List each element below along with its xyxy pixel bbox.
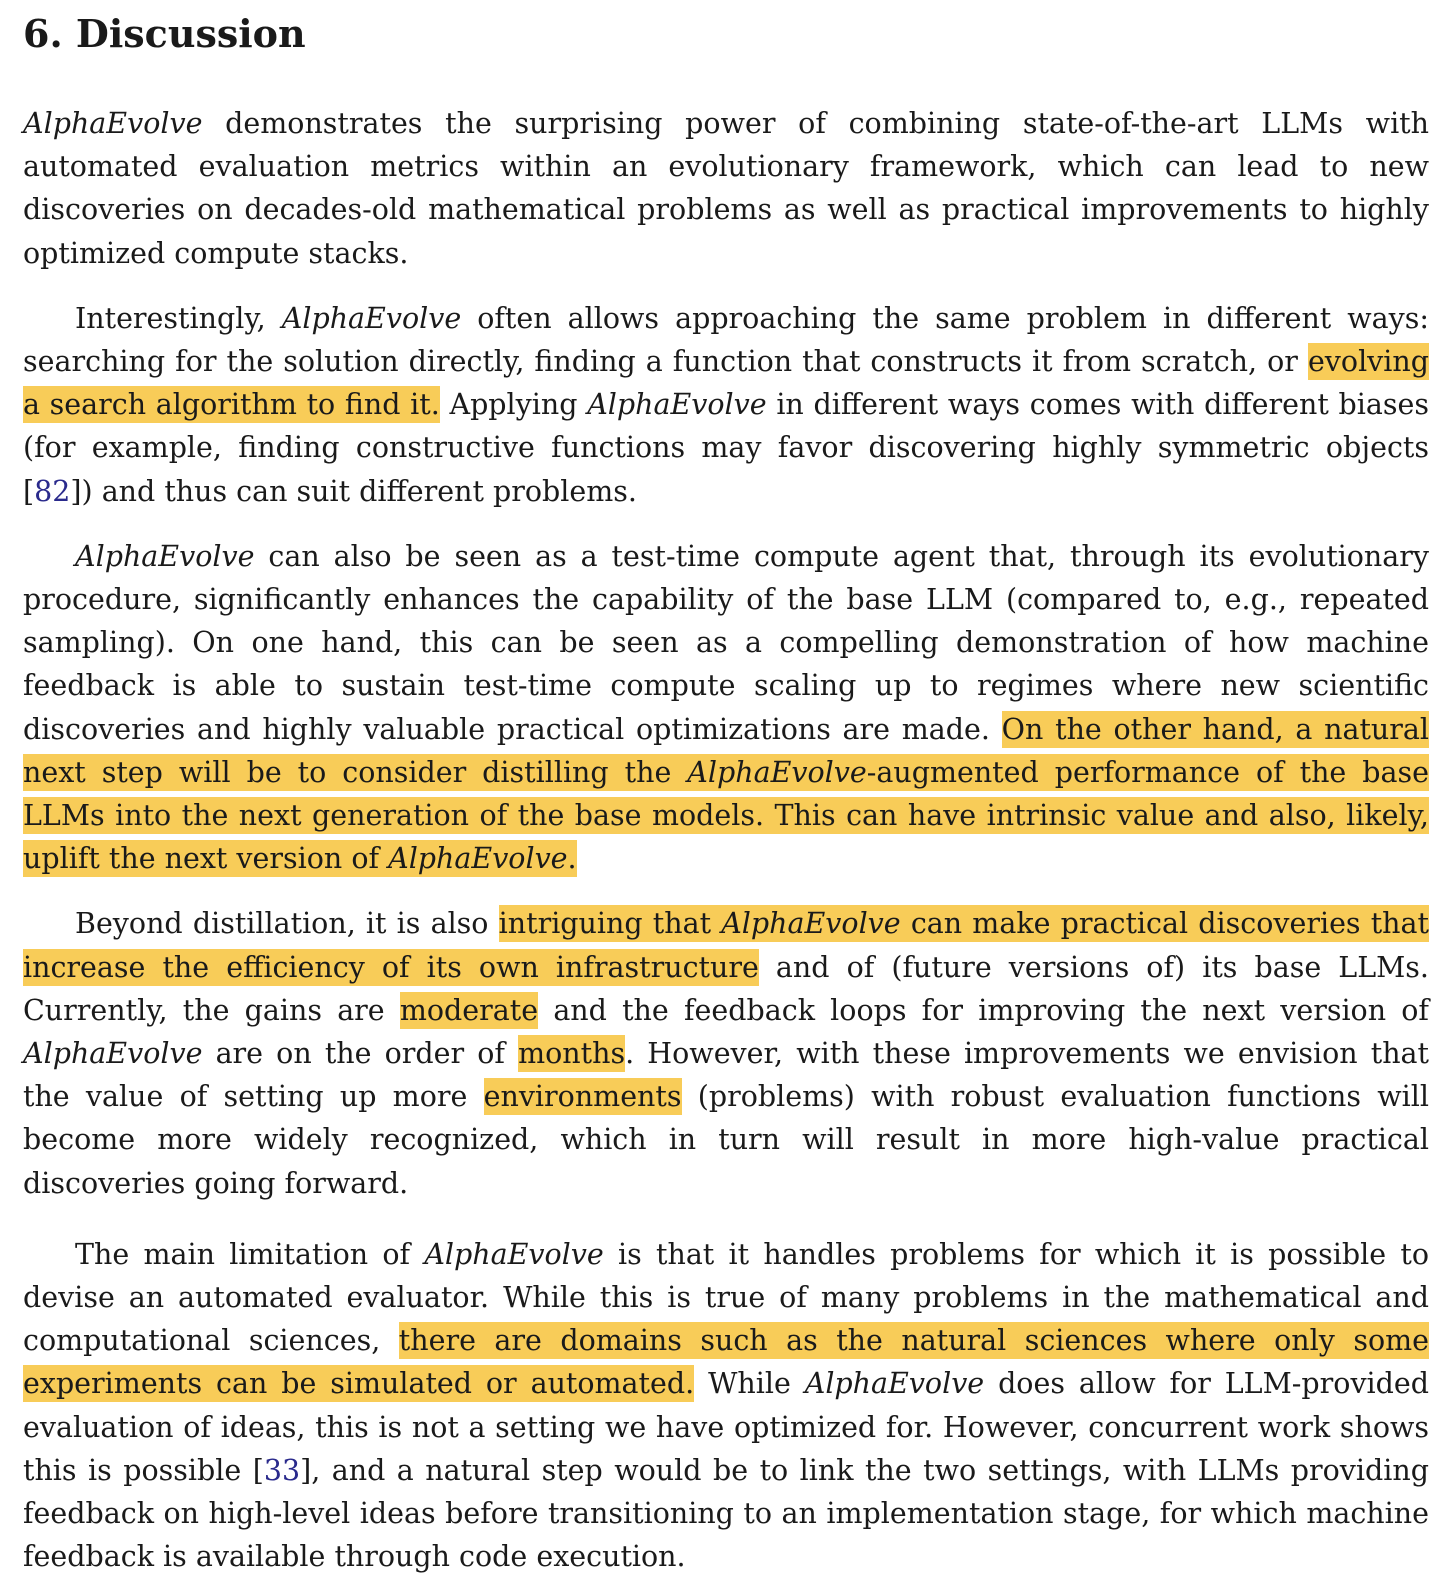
paper-page xyxy=(23,0,1429,1579)
system-name: AlphaEvolve xyxy=(804,1367,985,1401)
paragraph-4: Beyond distillation, it is also intriguing that AlphaEvolve can make practical discoveries that increase the efficiency of its own infrastructure and of (future versions of) its base LLMs. Currently, the gains are moderate and the feedback loops for improving the next version of AlphaEvolve are on the order of months. However, with these improvements we envision that the value of setting up more environments (problems) with robust evaluation functions will become more widely recognized, which in turn will result in more high-value practical discoveries going forward. xyxy=(23,907,1429,1200)
paragraph-1: AlphaEvolve demonstrates the surprising power of combining state-of-the-art LLMs with automated evaluation metrics within an evolutionary framework, which can lead to new discoveries on decades-old mathematical problems as well as practical improvements to highly optimized compute stacks. xyxy=(23,107,1429,270)
system-name: AlphaEvolve xyxy=(587,388,767,422)
system-name: AlphaEvolve xyxy=(388,842,568,876)
section-heading: 6. Discussion xyxy=(23,11,306,56)
citation-link[interactable]: 82 xyxy=(34,474,71,508)
highlight-word: environments xyxy=(483,1080,682,1114)
paragraph-5: The main limitation of AlphaEvolve is that it handles problems for which it is possible to devise an automated evaluator. While this is true of many problems in the mathematical and computational sciences, there are domains such as the natural sciences where only some experiments can be simulated or automated. While AlphaEvolve does allow for LLM-provided evaluation of ideas, this is not a setting we have optimized for. However, concurrent work shows this is possible [33], and a natural step would be to link the two settings, with LLMs providing feedback on high-level ideas before transitioning to an implementation stage, for which machine feedback is available through code execution. xyxy=(23,1237,1430,1574)
highlight-word: moderate xyxy=(399,993,539,1027)
system-name: AlphaEvolve xyxy=(721,907,901,941)
system-name: AlphaEvolve xyxy=(281,301,462,335)
system-name: AlphaEvolve xyxy=(424,1237,604,1271)
system-name: AlphaEvolve xyxy=(23,107,203,140)
system-name: AlphaEvolve xyxy=(23,1037,203,1071)
highlight: evolving a search algorithm to find it. xyxy=(23,345,1429,422)
highlight: there are domains such as the natural sciences where only some experiments can be simulated or automated. xyxy=(23,1324,1429,1401)
highlight-word: months xyxy=(518,1037,626,1071)
highlight: intriguing that AlphaEvolve can make practical discoveries that increase the efficiency of its own infrastructure xyxy=(23,907,1429,984)
system-name: AlphaEvolve xyxy=(75,539,255,573)
paragraph-3: AlphaEvolve can also be seen as a test-time compute agent that, through its evolutionary procedure, significantly enhances the capability of the base LLM (compared to, e.g., repeated sampling). On one hand, this can be seen as a compelling demonstration of how machine feedback is able to sustain test-time compute scaling up to regimes where new scientific discoveries and highly valuable practical optimizations are made. On the other hand, a natural next step will be to consider distilling the AlphaEvolve-augmented performance of the base LLMs into the next generation of the base models. This can have intrinsic value and also, likely, uplift the next version of AlphaEvolve. xyxy=(23,539,1430,876)
citation-link[interactable]: 33 xyxy=(263,1453,301,1487)
paragraph-2: Interestingly, AlphaEvolve often allows approaching the same problem in different ways: searching for the solution directly, finding a function that constructs it from scratch, or evolving a search algorithm to find it. Applying AlphaEvolve in different ways comes with different biases (for example, finding constructive functions may favor discovering highly symmetric objects [82]) and thus can suit different problems. xyxy=(23,301,1430,508)
highlight: On the other hand, a natural next step will be to consider distilling the AlphaEvolve-augmented performance of the base LLMs into the next generation of the base models. This can have intrinsic value and also, likely, uplift the next version of AlphaEvolve. xyxy=(23,712,1430,876)
system-name: AlphaEvolve xyxy=(687,755,867,789)
